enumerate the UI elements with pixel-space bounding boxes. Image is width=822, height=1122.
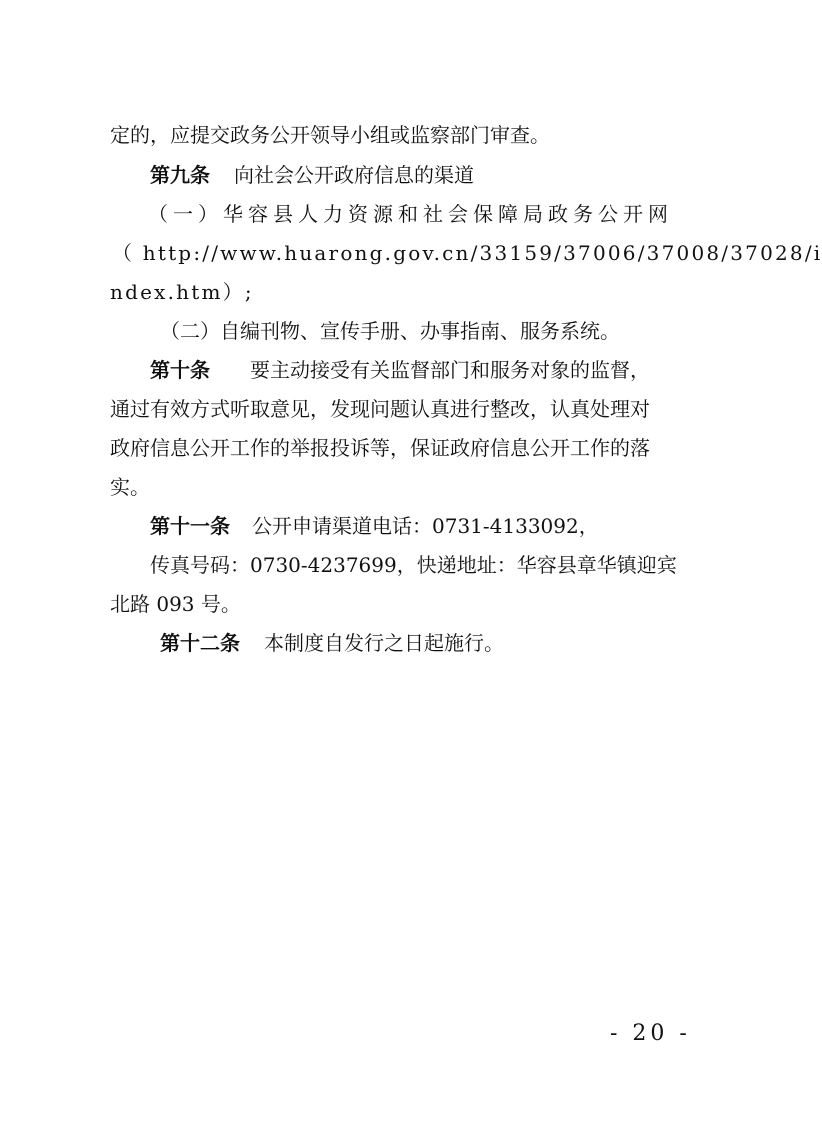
paragraph-text: 北路 093 号。 — [110, 592, 241, 616]
article-9-text: 向社会公开政府信息的渠道 — [234, 163, 474, 187]
article-9 — [150, 162, 728, 188]
article-12-title: 第十二条 — [160, 631, 240, 655]
article-10-text: 要主动接受有关监督部门和服务对象的监督， — [250, 358, 650, 382]
url-text-2: ndex.htm）; — [110, 280, 254, 304]
paragraph-text: 政府信息公开工作的举报投诉等，保证政府信息公开工作的落 — [110, 436, 650, 460]
paragraph-text: 实。 — [110, 475, 150, 499]
url-line-1 — [112, 240, 822, 266]
item-1-text: （一）华容县人力资源和社会保障局政务公开网 — [148, 202, 673, 226]
text-line — [150, 552, 688, 578]
url-line-2 — [110, 279, 688, 305]
text-line — [110, 474, 688, 500]
article-9-title: 第九条 — [150, 163, 210, 187]
article-11-title: 第十一条 — [150, 514, 230, 538]
article-11 — [150, 513, 728, 539]
page-number: - 20 - — [610, 1021, 691, 1046]
article-12 — [160, 630, 688, 656]
text-line — [110, 435, 688, 461]
text-line — [110, 591, 688, 617]
paragraph-text: 通过有效方式听取意见，发现问题认真进行整改，认真处理对 — [110, 397, 650, 421]
item-1 — [148, 201, 688, 227]
article-12-text: 本制度自发行之日起施行。 — [264, 631, 504, 655]
item-2 — [160, 318, 688, 344]
item-2-text: （二）自编刊物、宣传手册、办事指南、服务系统。 — [160, 319, 620, 343]
paragraph-text: 定的，应提交政务公开领导小组或监察部门审查。 — [110, 123, 550, 147]
article-11-text: 公开申请渠道电话：0731-4133092， — [252, 514, 599, 538]
paragraph-text: 传真号码：0730-4237699，快递地址：华容县章华镇迎宾 — [150, 553, 677, 577]
article-10-title: 第十条 — [150, 358, 210, 382]
text-line — [110, 122, 688, 148]
article-10 — [150, 357, 728, 383]
url-text-1: （ http://www.huarong.gov.cn/33159/37006/37008/37028/i — [112, 241, 822, 265]
text-line — [110, 396, 688, 422]
